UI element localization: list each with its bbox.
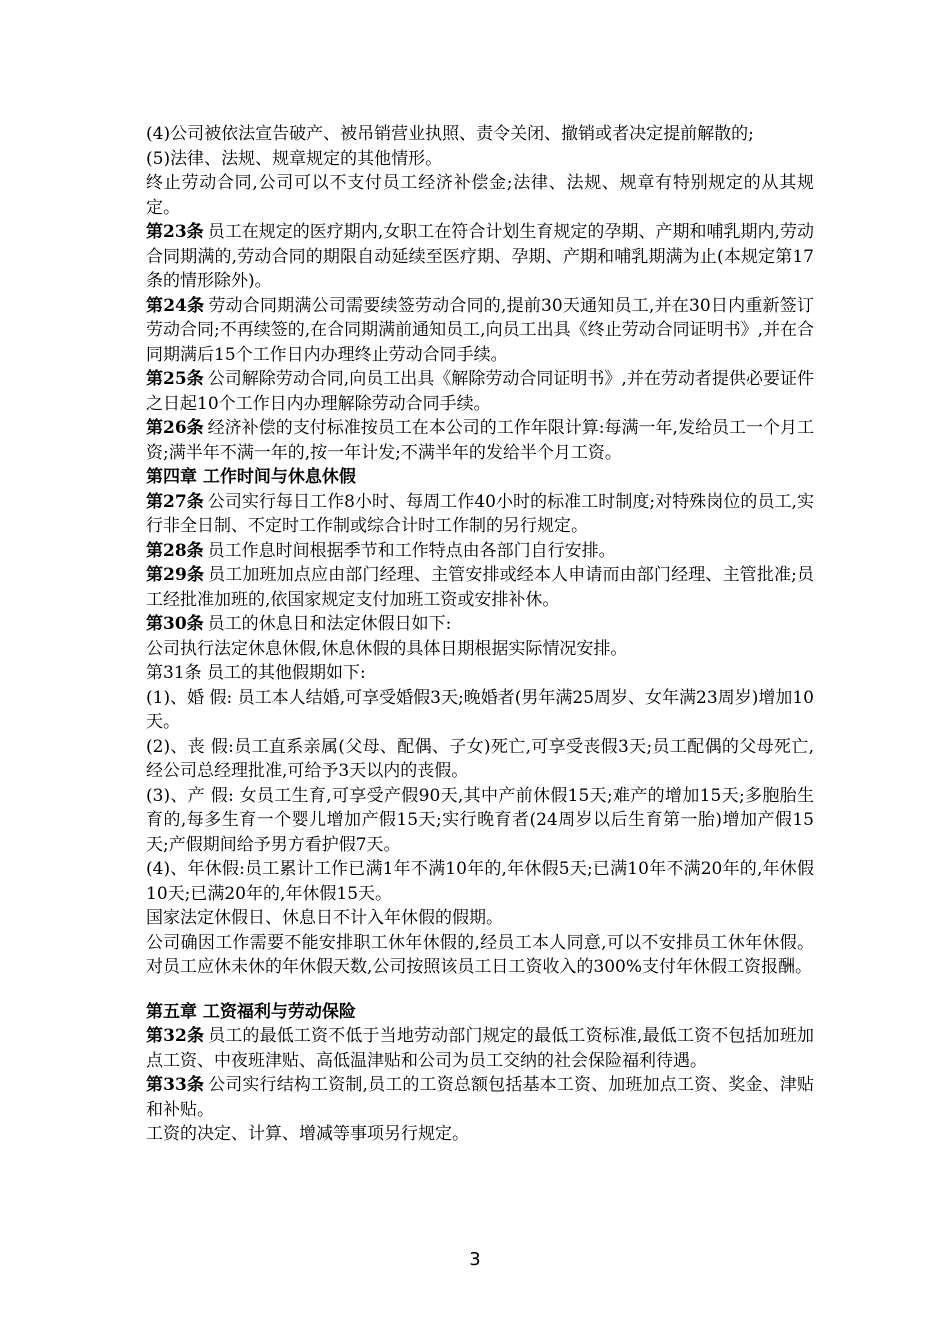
body-paragraph: (4)公司被依法宣告破产、被吊销营业执照、责令关闭、撤销或者决定提前解散的; xyxy=(146,124,754,144)
article-paragraph xyxy=(146,416,814,465)
article-number: 第28条 xyxy=(146,540,204,561)
article-text: 公司实行结构工资制,员工的工资总额包括基本工资、加班加点工资、奖金、津贴和补贴。 xyxy=(146,1075,814,1120)
article-paragraph xyxy=(146,539,814,564)
article-paragraph xyxy=(146,1073,814,1122)
body-paragraph: 终止劳动合同,公司可以不支付员工经济补偿金;法律、法规、规章有特别规定的从其规定。 xyxy=(146,173,814,218)
article-text: 员工的最低工资不低于当地劳动部门规定的最低工资标准,最低工资不包括加班加点工资、中夜班津贴、高低温津贴和公司为员工交纳的社会保险福利待遇。 xyxy=(146,1026,814,1071)
article-paragraph xyxy=(146,612,814,637)
page-number: 3 xyxy=(469,1249,481,1270)
article-number: 第33条 xyxy=(146,1075,205,1095)
article-paragraph xyxy=(146,294,814,368)
article-text: 员工作息时间根据季节和工作特点由各部门自行安排。 xyxy=(207,540,616,561)
body-paragraph: 工资的决定、计算、增减等事项另行规定。 xyxy=(146,1124,469,1144)
chapter-heading: 第四章 工作时间与休息休假 xyxy=(146,467,356,487)
article-paragraph xyxy=(146,563,814,612)
article-paragraph xyxy=(146,367,814,416)
article-number: 第29条 xyxy=(146,565,205,585)
document-body xyxy=(146,122,814,1147)
body-paragraph: (4)、年休假:员工累计工作已满1年不满10年的,年休假5天;已满10年不满20年的,年休假10天;已满20年的,年休假15天。 xyxy=(146,859,814,904)
article-paragraph xyxy=(146,220,814,294)
article-paragraph xyxy=(146,490,814,539)
article-text: 劳动合同期满公司需要续签劳动合同的,提前30天通知员工,并在30日内重新签订劳动合同;不再续签的,在合同期满前通知员工,向员工出具《终止劳动合同证明书》,并在合同期满后15个工作日内办理终止劳动合同手续。 xyxy=(146,295,814,365)
body-paragraph: (5)法律、法规、规章规定的其他情形。 xyxy=(146,148,443,169)
body-paragraph: (3)、产 假: 女员工生育,可享受产假90天,其中产前休假15天;难产的增加15天;多胞胎生育的,每多生育一个婴儿增加产假15天;实行晚育者(24周岁以后生育第一胎)增加产假15天;产假期间给予男方看护假7天。 xyxy=(146,785,814,855)
body-paragraph: (2)、丧 假:员工直系亲属(父母、配偶、子女)死亡,可享受丧假3天;员工配偶的父母死亡,经公司总经理批准,可给予3天以内的丧假。 xyxy=(146,736,814,781)
article-number: 第24条 xyxy=(146,295,205,316)
article-text: 员工在规定的医疗期内,女职工在符合计划生育规定的孕期、产期和哺乳期内,劳动合同期满的,劳动合同的期限自动延续至医疗期、孕期、产期和哺乳期满为止(本规定第17条的情形除外)。 xyxy=(146,222,814,291)
article-text: 公司解除劳动合同,向员工出具《解除劳动合同证明书》,并在劳动者提供必要证件之日起10个工作日内办理解除劳动合同手续。 xyxy=(146,369,814,414)
article-number: 第27条 xyxy=(146,491,204,512)
article-text: 员工的休息日和法定休假日如下: xyxy=(207,614,452,634)
article-text: 经济补偿的支付标准按员工在本公司的工作年限计算:每满一年,发给员工一个月工资;满半年不满一年的,按一年计发;不满半年的发给半个月工资。 xyxy=(146,418,814,463)
article-paragraph xyxy=(146,1024,814,1073)
article-number: 第32条 xyxy=(146,1026,205,1046)
article-text: 员工加班加点应由部门经理、主管安排或经本人申请而由部门经理、主管批准;员工经批准加班的,依国家规定支付加班工资或安排补休。 xyxy=(146,565,814,610)
article-number: 第23条 xyxy=(146,222,204,242)
article-text: 公司实行每日工作8小时、每周工作40小时的标准工时制度;对特殊岗位的员工,实行非全日制、不定时工作制或综合计时工作制的另行规定。 xyxy=(146,491,814,536)
body-paragraph: 国家法定休假日、休息日不计入年休假的假期。 xyxy=(146,908,503,928)
article-number: 第30条 xyxy=(146,614,204,634)
article-number: 第25条 xyxy=(146,369,204,389)
body-paragraph: 第31条 员工的其他假期如下: xyxy=(146,663,366,683)
chapter-heading: 第五章 工资福利与劳动保险 xyxy=(146,1001,356,1022)
article-number: 第26条 xyxy=(146,418,204,438)
blank-line xyxy=(146,980,814,1000)
body-paragraph: (1)、婚 假: 员工本人结婚,可享受婚假3天;晚婚者(男年满25周岁、女年满23周岁)增加10天。 xyxy=(146,687,814,732)
body-paragraph: 公司执行法定休息休假,休息休假的具体日期根据实际情况安排。 xyxy=(146,638,628,659)
body-paragraph: 公司确因工作需要不能安排职工休年休假的,经员工本人同意,可以不安排员工休年休假。对员工应休未休的年休假天数,公司按照该员工日工资收入的300%支付年休假工资报酬。 xyxy=(146,932,814,977)
